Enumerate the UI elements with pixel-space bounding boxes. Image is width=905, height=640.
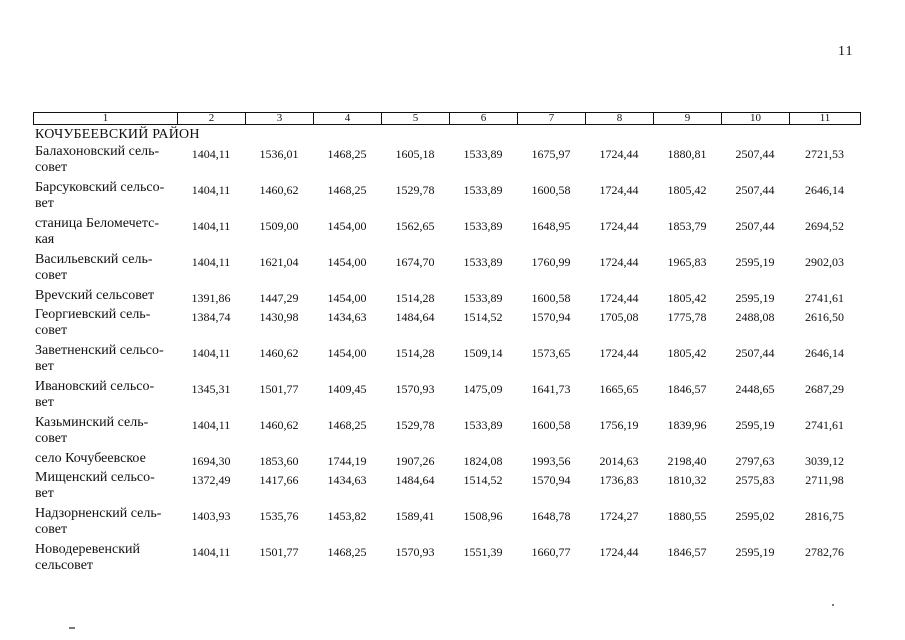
cell-col-7: 1600,58	[531, 418, 571, 432]
cell-col-4: 1468,25	[327, 183, 367, 197]
page-number: 11	[838, 44, 854, 59]
cell-col-9: 1853,79	[667, 219, 707, 233]
scan-speck	[832, 604, 834, 606]
cell-col-5: 1514,28	[395, 346, 435, 360]
cell-col-6: 1514,52	[463, 473, 503, 487]
cell-col-5: 1570,93	[395, 382, 435, 396]
cell-col-6: 1508,96	[463, 509, 503, 523]
cell-col-3: 1853,60	[259, 454, 299, 468]
row-name: Врevский сельсовет	[35, 288, 155, 303]
cell-col-7: 1600,58	[531, 183, 571, 197]
table-row	[33, 343, 860, 379]
row-name: Новодеревенский сельсовет	[35, 542, 141, 573]
cell-col-10: 2507,44	[735, 346, 775, 360]
table-row	[33, 307, 860, 343]
cell-col-10: 2595,19	[735, 545, 775, 559]
cell-col-5: 1907,26	[395, 454, 435, 468]
row-name: Барсуковский сельсо- вет	[35, 180, 165, 211]
cell-col-8: 2014,63	[599, 454, 639, 468]
cell-col-2: 1404,11	[191, 346, 231, 360]
cell-col-5: 1605,18	[395, 147, 435, 161]
row-name: станица Беломечетс- кая	[35, 216, 160, 247]
cell-col-7: 1648,95	[531, 219, 571, 233]
cell-col-2: 1384,74	[191, 310, 231, 324]
cell-col-11: 3039,12	[805, 454, 844, 468]
cell-col-10: 2448,65	[735, 382, 775, 396]
cell-col-6: 1824,08	[463, 454, 503, 468]
district-title: КОЧУБЕЕВСКИЙ РАЙОН	[35, 127, 200, 142]
cell-col-10: 2507,44	[735, 219, 775, 233]
cell-col-6: 1533,89	[463, 147, 503, 161]
cell-col-4: 1454,00	[327, 291, 367, 305]
cell-col-4: 1434,63	[327, 473, 367, 487]
cell-col-6: 1533,89	[463, 183, 503, 197]
cell-col-9: 1880,55	[667, 509, 707, 523]
cell-col-4: 1454,00	[327, 219, 367, 233]
cell-col-10: 2488,08	[735, 310, 775, 324]
cell-col-2: 1404,11	[191, 255, 231, 269]
row-name: Мищенский сельсо- вет	[35, 470, 155, 501]
column-number-header	[33, 112, 861, 125]
cell-col-10: 2595,19	[735, 418, 775, 432]
cell-col-8: 1756,19	[599, 418, 639, 432]
cell-col-4: 1434,63	[327, 310, 367, 324]
cell-col-11: 2721,53	[805, 147, 844, 161]
cell-col-6: 1551,39	[463, 545, 503, 559]
cell-col-8: 1724,27	[599, 509, 639, 523]
cell-col-5: 1674,70	[395, 255, 435, 269]
cell-col-3: 1621,04	[259, 255, 299, 269]
row-name: Балахоновский сель- совет	[35, 144, 160, 175]
cell-col-8: 1736,83	[599, 473, 639, 487]
cell-col-2: 1345,31	[191, 382, 231, 396]
cell-col-3: 1460,62	[259, 183, 299, 197]
cell-col-4: 1454,00	[327, 255, 367, 269]
cell-col-3: 1430,98	[259, 310, 299, 324]
cell-col-3: 1417,66	[259, 473, 299, 487]
cell-col-7: 1675,97	[531, 147, 571, 161]
row-name: село Кочубеевское	[35, 451, 146, 466]
cell-col-4: 1468,25	[327, 545, 367, 559]
row-name: Васильевский сель- совет	[35, 252, 153, 283]
cell-col-11: 2902,03	[805, 255, 844, 269]
cell-col-11: 2782,76	[805, 545, 844, 559]
cell-col-9: 1846,57	[667, 545, 707, 559]
cell-col-6: 1533,89	[463, 255, 503, 269]
cell-col-7: 1600,58	[531, 291, 571, 305]
cell-col-7: 1660,77	[531, 545, 571, 559]
header-column-3: 3	[246, 113, 314, 125]
cell-col-5: 1570,93	[395, 545, 435, 559]
data-table	[33, 144, 860, 578]
cell-col-2: 1403,93	[191, 509, 231, 523]
table-row	[33, 415, 860, 451]
cell-col-5: 1514,28	[395, 291, 435, 305]
cell-col-10: 2595,02	[735, 509, 775, 523]
cell-col-4: 1454,00	[327, 346, 367, 360]
cell-col-5: 1562,65	[395, 219, 435, 233]
scan-speck	[69, 627, 75, 629]
cell-col-9: 1846,57	[667, 382, 707, 396]
cell-col-2: 1404,11	[191, 219, 231, 233]
cell-col-9: 1805,42	[667, 291, 707, 305]
table-row	[33, 470, 860, 506]
cell-col-9: 1775,78	[667, 310, 707, 324]
cell-col-3: 1460,62	[259, 418, 299, 432]
cell-col-2: 1404,11	[191, 545, 231, 559]
cell-col-8: 1724,44	[599, 346, 639, 360]
cell-col-8: 1724,44	[599, 219, 639, 233]
row-name: Заветненский сельсо- вет	[35, 343, 164, 374]
row-name: Ивановский сельсо- вет	[35, 379, 155, 410]
cell-col-6: 1533,89	[463, 219, 503, 233]
cell-col-3: 1509,00	[259, 219, 299, 233]
cell-col-3: 1536,01	[259, 147, 299, 161]
cell-col-2: 1391,86	[191, 291, 231, 305]
table-row	[33, 379, 860, 415]
cell-col-7: 1648,78	[531, 509, 571, 523]
cell-col-5: 1484,64	[395, 310, 435, 324]
cell-col-8: 1724,44	[599, 291, 639, 305]
cell-col-8: 1724,44	[599, 255, 639, 269]
cell-col-10: 2797,63	[735, 454, 775, 468]
cell-col-8: 1705,08	[599, 310, 639, 324]
cell-col-6: 1533,89	[463, 418, 503, 432]
cell-col-10: 2575,83	[735, 473, 775, 487]
cell-col-5: 1529,78	[395, 183, 435, 197]
cell-col-3: 1447,29	[259, 291, 299, 305]
cell-col-8: 1665,65	[599, 382, 639, 396]
cell-col-9: 1805,42	[667, 346, 707, 360]
cell-col-7: 1573,65	[531, 346, 571, 360]
cell-col-10: 2507,44	[735, 147, 775, 161]
cell-col-4: 1468,25	[327, 418, 367, 432]
header-column-8: 8	[586, 113, 654, 125]
cell-col-4: 1409,45	[327, 382, 367, 396]
cell-col-7: 1641,73	[531, 382, 571, 396]
cell-col-9: 1839,96	[667, 418, 707, 432]
cell-col-11: 2741,61	[805, 291, 844, 305]
cell-col-6: 1475,09	[463, 382, 503, 396]
cell-col-3: 1501,77	[259, 545, 299, 559]
cell-col-7: 1993,56	[531, 454, 571, 468]
cell-col-4: 1468,25	[327, 147, 367, 161]
cell-col-6: 1514,52	[463, 310, 503, 324]
cell-col-4: 1453,82	[327, 509, 367, 523]
cell-col-2: 1404,11	[191, 418, 231, 432]
cell-col-2: 1404,11	[191, 147, 231, 161]
cell-col-11: 2741,61	[805, 418, 844, 432]
table-row	[33, 216, 860, 252]
header-column-6: 6	[450, 113, 518, 125]
header-column-10: 10	[722, 113, 790, 125]
cell-col-3: 1501,77	[259, 382, 299, 396]
cell-col-11: 2616,50	[805, 310, 844, 324]
header-column-11: 11	[790, 113, 861, 125]
cell-col-11: 2711,98	[805, 473, 844, 487]
cell-col-9: 1965,83	[667, 255, 707, 269]
cell-col-5: 1529,78	[395, 418, 435, 432]
cell-col-11: 2694,52	[805, 219, 844, 233]
header-column-4: 4	[314, 113, 382, 125]
cell-col-7: 1760,99	[531, 255, 571, 269]
cell-col-4: 1744,19	[327, 454, 367, 468]
cell-col-9: 1880,81	[667, 147, 707, 161]
cell-col-6: 1509,14	[463, 346, 503, 360]
cell-col-8: 1724,44	[599, 545, 639, 559]
cell-col-10: 2595,19	[735, 255, 775, 269]
cell-col-2: 1372,49	[191, 473, 231, 487]
header-column-2: 2	[178, 113, 246, 125]
cell-col-9: 1805,42	[667, 183, 707, 197]
cell-col-5: 1484,64	[395, 473, 435, 487]
cell-col-10: 2507,44	[735, 183, 775, 197]
row-name: Георгиевский сель- совет	[35, 307, 151, 338]
cell-col-7: 1570,94	[531, 310, 571, 324]
cell-col-11: 2687,29	[805, 382, 844, 396]
row-name: Надзорненский сель- совет	[35, 506, 162, 537]
cell-col-2: 1694,30	[191, 454, 231, 468]
cell-col-11: 2646,14	[805, 346, 844, 360]
table-row	[33, 252, 860, 288]
header-column-7: 7	[518, 113, 586, 125]
header-column-5: 5	[382, 113, 450, 125]
cell-col-6: 1533,89	[463, 291, 503, 305]
cell-col-8: 1724,44	[599, 147, 639, 161]
cell-col-3: 1535,76	[259, 509, 299, 523]
cell-col-9: 2198,40	[667, 454, 707, 468]
cell-col-11: 2816,75	[805, 509, 844, 523]
table-row	[33, 144, 860, 180]
cell-col-11: 2646,14	[805, 183, 844, 197]
cell-col-5: 1589,41	[395, 509, 435, 523]
header-column-1: 1	[34, 113, 178, 125]
table-row	[33, 180, 860, 216]
cell-col-3: 1460,62	[259, 346, 299, 360]
table-row	[33, 542, 860, 578]
cell-col-7: 1570,94	[531, 473, 571, 487]
table-row	[33, 451, 860, 470]
cell-col-8: 1724,44	[599, 183, 639, 197]
table-row	[33, 288, 860, 307]
header-column-9: 9	[654, 113, 722, 125]
cell-col-10: 2595,19	[735, 291, 775, 305]
cell-col-9: 1810,32	[667, 473, 707, 487]
cell-col-2: 1404,11	[191, 183, 231, 197]
table-row	[33, 506, 860, 542]
row-name: Казьминский сель- совет	[35, 415, 149, 446]
